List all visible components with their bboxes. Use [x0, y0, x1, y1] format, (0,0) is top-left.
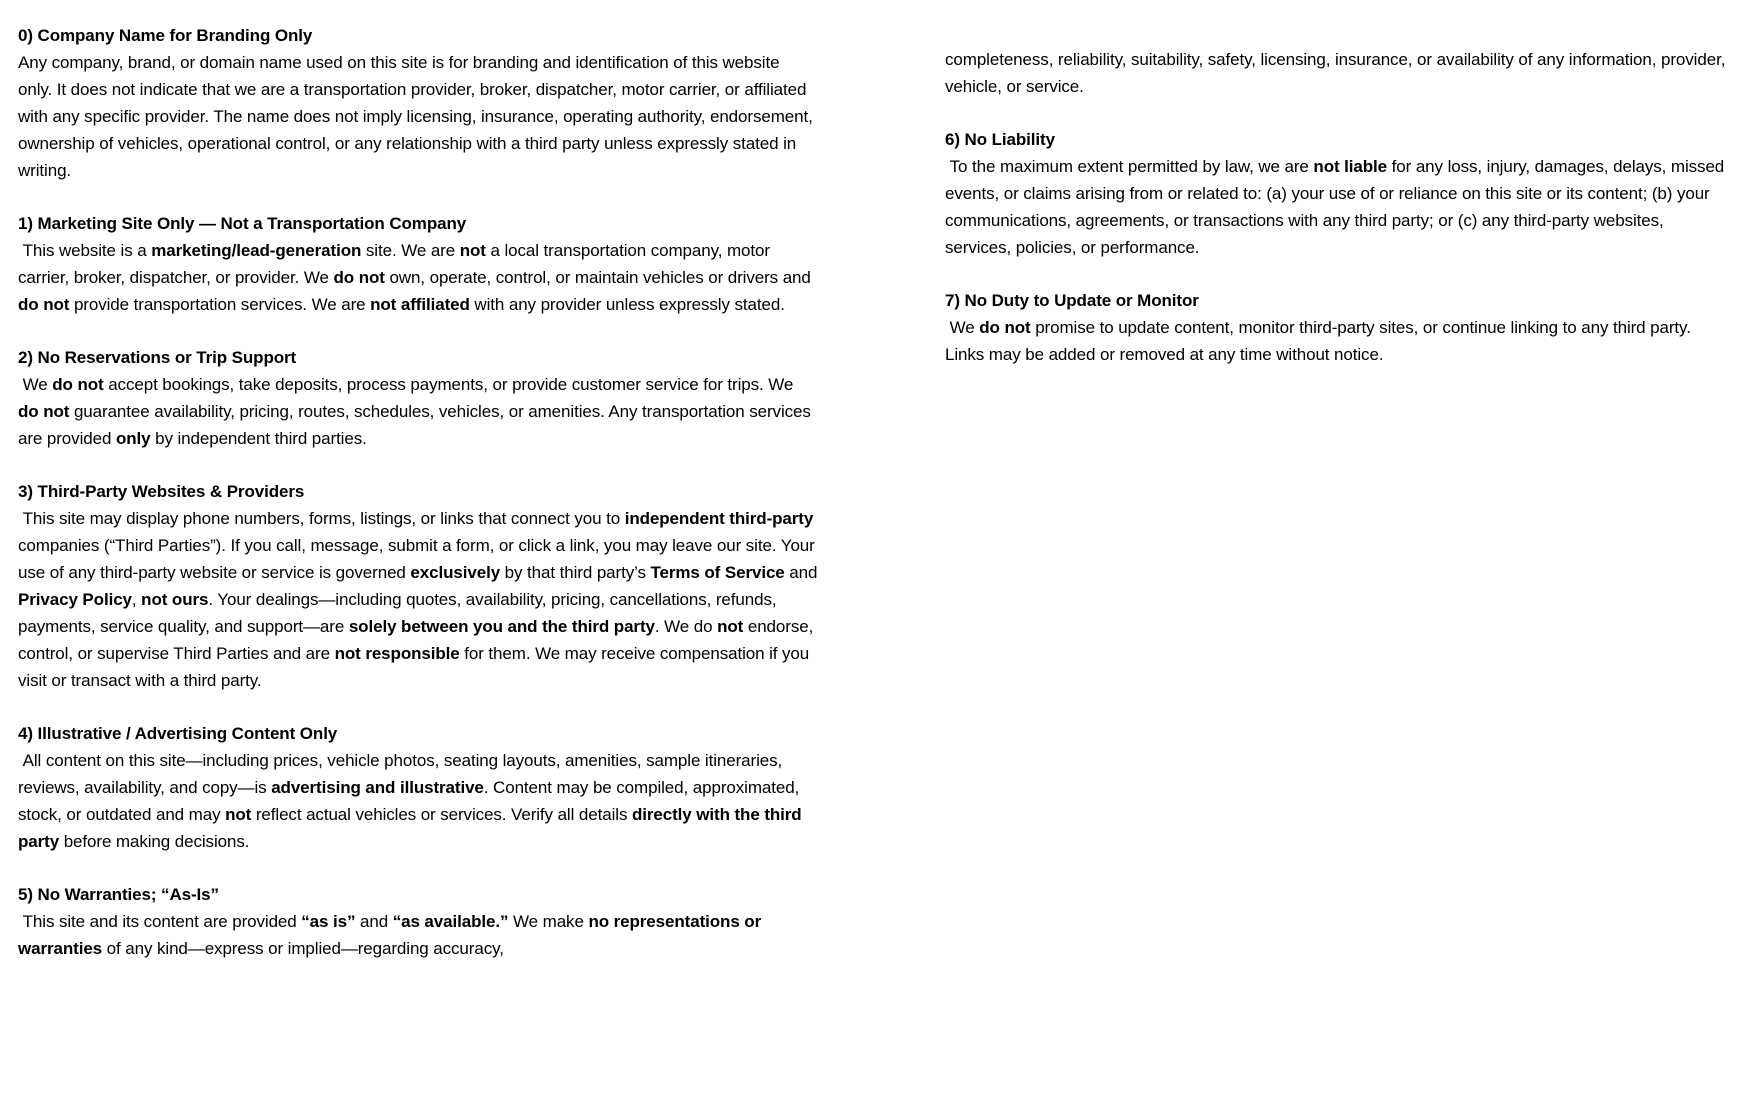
- bold-text-run: not affiliated: [370, 295, 470, 314]
- bold-text-run: not: [717, 617, 744, 636]
- text-run: We: [18, 375, 53, 394]
- section-heading: 7) No Duty to Update or Monitor: [945, 291, 1199, 310]
- bold-text-run: Terms of Service: [650, 563, 785, 582]
- bold-text-run: no representations or warranties: [18, 912, 762, 958]
- text-run: We make: [508, 912, 589, 931]
- bold-text-run: do not: [333, 268, 385, 287]
- bold-text-run: not responsible: [334, 644, 460, 663]
- text-run: accept bookings, take deposits, process payments, or provide customer service for trips. We: [103, 375, 794, 394]
- text-run: guarantee availability, pricing, routes, schedules, vehicles, or amenities. Any transportation services are provided: [18, 402, 811, 448]
- bold-text-run: do not: [52, 375, 104, 394]
- section-heading: 0) Company Name for Branding Only: [18, 26, 313, 45]
- bold-text-run: do not: [979, 318, 1031, 337]
- section-heading: 4) Illustrative / Advertising Content Only: [18, 724, 338, 743]
- text-run: own, operate, control, or maintain vehicles or drivers and: [384, 268, 811, 287]
- bold-text-run: “as is”: [301, 912, 356, 931]
- bold-text-run: only: [115, 429, 151, 448]
- right-column: [945, 22, 1733, 394]
- bold-text-run: exclusively: [410, 563, 501, 582]
- text-run: site. We are: [361, 241, 460, 260]
- section-paragraph: [18, 908, 818, 962]
- disclaimer-section: [18, 210, 818, 318]
- disclaimer-section: [18, 881, 818, 962]
- section-paragraph: [18, 237, 818, 318]
- section-paragraph: [945, 46, 1733, 100]
- text-run: This site and its content are provided: [18, 912, 302, 931]
- text-run: To the maximum extent permitted by law, we are: [945, 157, 1314, 176]
- text-run: of any kind—express or implied—regarding accuracy,: [102, 939, 504, 958]
- section-paragraph: [18, 371, 818, 452]
- text-run: with any provider unless expressly stated.: [469, 295, 785, 314]
- text-run: before making decisions.: [59, 832, 250, 851]
- bold-text-run: advertising and illustrative: [271, 778, 484, 797]
- disclaimer-section: [945, 46, 1733, 100]
- disclaimer-section: [945, 126, 1733, 261]
- text-run: provide transportation services. We are: [69, 295, 371, 314]
- text-run: We: [945, 318, 980, 337]
- section-paragraph: [18, 49, 818, 184]
- section-heading: 3) Third-Party Websites & Providers: [18, 482, 305, 501]
- bold-text-run: do not: [18, 295, 70, 314]
- disclaimer-section: [18, 22, 818, 184]
- bold-text-run: do not: [18, 402, 70, 421]
- text-run: for them. We may receive compensation if you visit or transact with a third party.: [18, 644, 810, 690]
- disclaimer-section: [945, 287, 1733, 368]
- bold-text-run: directly with the third party: [18, 805, 802, 851]
- section-paragraph: [18, 505, 818, 694]
- text-run: endorse, control, or supervise Third Parties and are: [18, 617, 814, 663]
- section-heading: 2) No Reservations or Trip Support: [18, 348, 297, 367]
- bold-text-run: marketing/lead-generation: [151, 241, 362, 260]
- section-paragraph: [945, 314, 1733, 368]
- text-run: promise to update content, monitor third-party sites, or continue linking to any third party. Links may be added or removed at any time without notice.: [945, 318, 1691, 364]
- text-run: and: [355, 912, 393, 931]
- section-paragraph: [18, 747, 818, 855]
- bold-text-run: not: [459, 241, 486, 260]
- text-run: a local transportation company, motor carrier, broker, dispatcher, or provider. We: [18, 241, 770, 287]
- bold-text-run: not liable: [1313, 157, 1388, 176]
- text-run: This site may display phone numbers, forms, listings, or links that connect you to: [18, 509, 625, 528]
- bold-text-run: independent third-party: [624, 509, 814, 528]
- section-heading: 6) No Liability: [945, 130, 1055, 149]
- left-column: [18, 22, 818, 988]
- bold-text-run: “as available.”: [392, 912, 509, 931]
- text-run: . We do: [654, 617, 718, 636]
- text-run: All content on this site—including prices, vehicle photos, seating layouts, amenities, sample itineraries, reviews, availability, and copy—is: [18, 751, 783, 797]
- disclaimer-section: [18, 344, 818, 452]
- text-run: and: [784, 563, 818, 582]
- text-run: . Your dealings—including quotes, availability, pricing, cancellations, refunds, payments, service quality, and support—are: [18, 590, 777, 636]
- text-run: for any loss, injury, damages, delays, missed events, or claims arising from or related to: (a) your use of or reliance on this site or its content; (b) your communications, agreements, or transactions with any third party; or (c) any third-party websites, services, policies, or performance.: [945, 157, 1725, 257]
- bold-text-run: not: [225, 805, 252, 824]
- disclaimer-section: [18, 478, 818, 694]
- text-run: This website is a: [18, 241, 152, 260]
- text-run: Any company, brand, or domain name used on this site is for branding and identification of this website only. It does not indicate that we are a transportation provider, broker, dispatcher, motor carrier, or affiliated with any specific provider. The name does not imply licensing, insurance, operating authority, endorsement, ownership of vehicles, operational control, or any relationship with a third party unless expressly stated in writing.: [18, 53, 813, 180]
- section-heading: 5) No Warranties; “As-Is”: [18, 885, 219, 904]
- bold-text-run: Privacy Policy: [18, 590, 132, 609]
- text-run: by independent third parties.: [150, 429, 367, 448]
- text-run: . Content may be compiled, approximated, stock, or outdated and may: [18, 778, 800, 824]
- disclaimer-section: [18, 720, 818, 855]
- text-run: by that third party’s: [500, 563, 651, 582]
- section-paragraph: [945, 153, 1733, 261]
- section-heading: 1) Marketing Site Only — Not a Transportation Company: [18, 214, 467, 233]
- text-run: reflect actual vehicles or services. Verify all details: [251, 805, 632, 824]
- bold-text-run: not ours: [141, 590, 209, 609]
- text-run: ,: [131, 590, 142, 609]
- text-run: companies (“Third Parties”). If you call, message, submit a form, or click a link, you may leave our site. Your use of any third-party website or service is governed: [18, 536, 815, 582]
- bold-text-run: solely between you and the third party: [348, 617, 655, 636]
- text-run: completeness, reliability, suitability, safety, licensing, insurance, or availability of any information, provider, vehicle, or service.: [945, 50, 1726, 96]
